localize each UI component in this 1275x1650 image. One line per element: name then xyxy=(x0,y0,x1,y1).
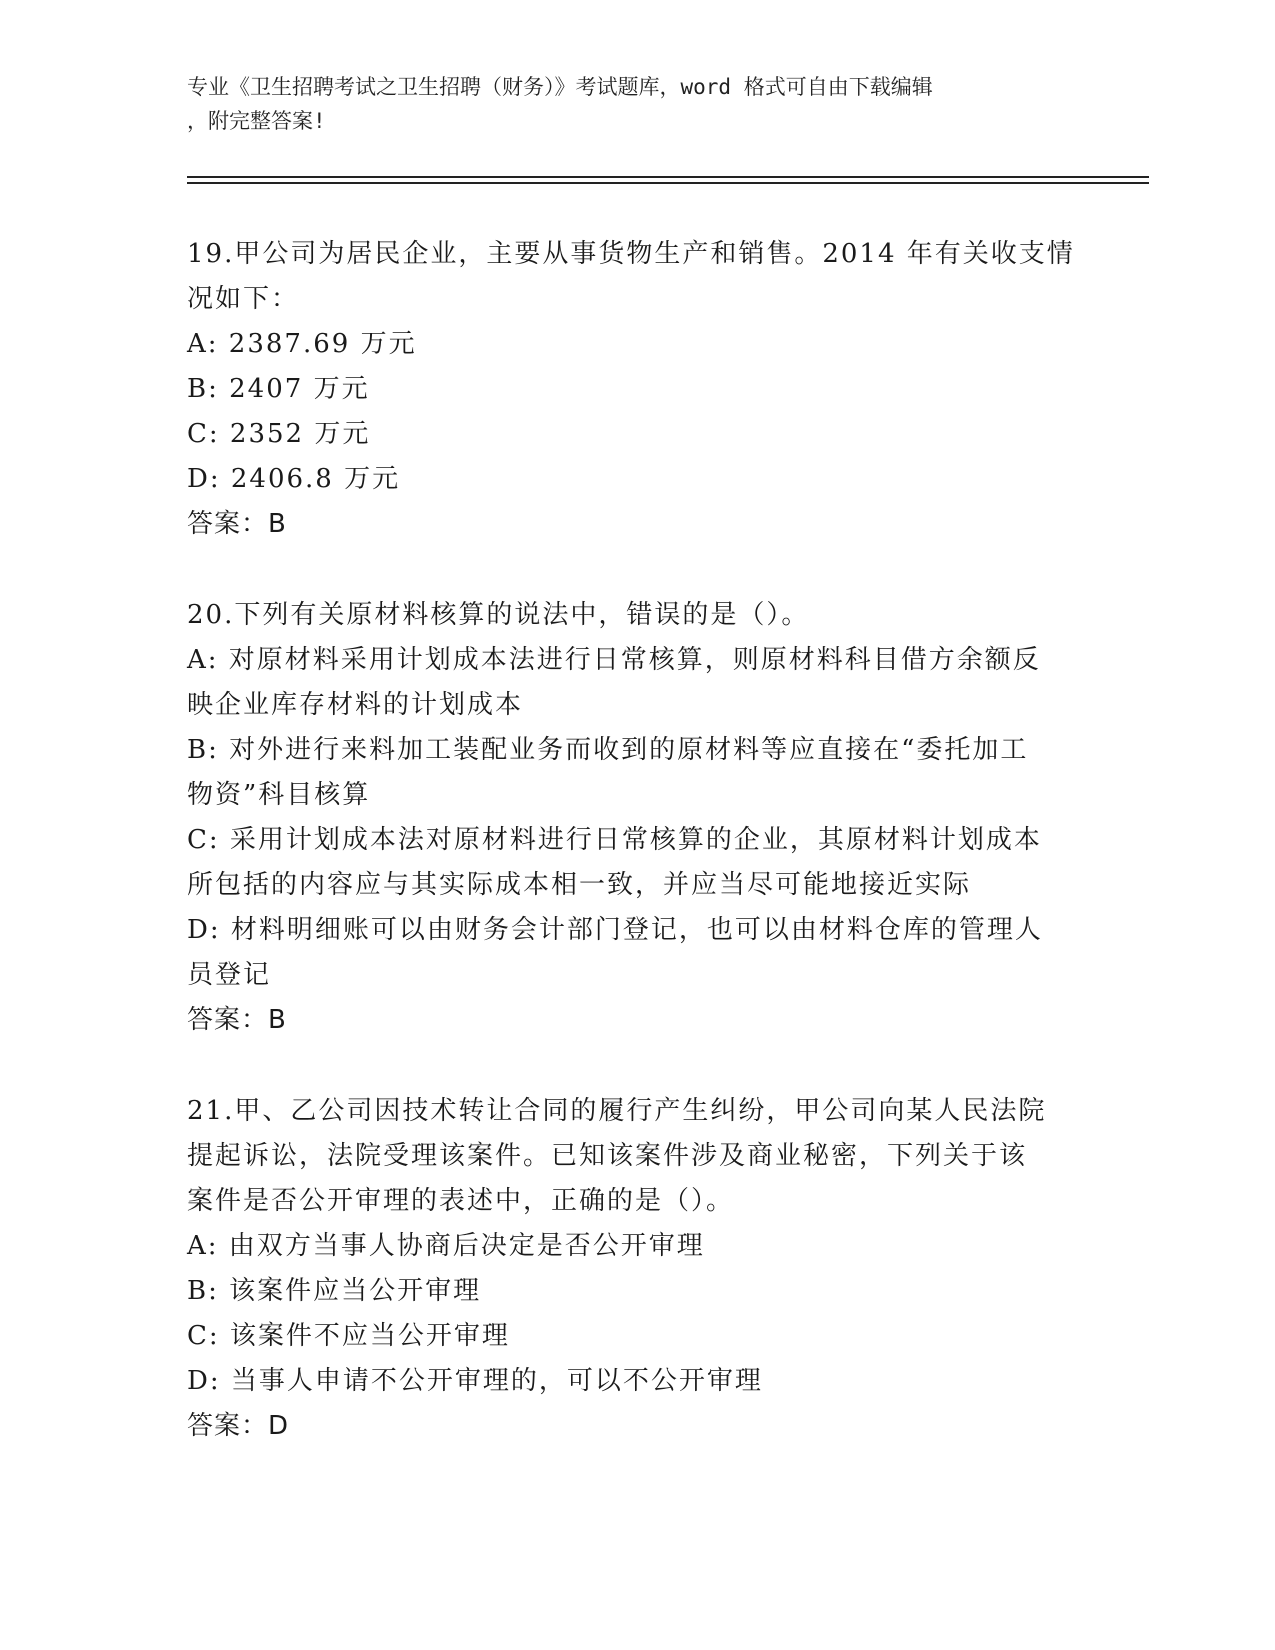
question-21 xyxy=(187,1089,1087,1449)
question-stem-line: 21.甲、乙公司因技术转让合同的履行产生纠纷，甲公司向某人民法院 xyxy=(187,1096,1047,1126)
header-divider-top xyxy=(187,176,1149,178)
option-d-continued: 员登记 xyxy=(187,960,272,990)
question-stem-line: 20.下列有关原材料核算的说法中，错误的是（）。 xyxy=(187,600,810,630)
header-line-2: ，附完整答案! xyxy=(187,109,326,133)
option-a: A: 由双方当事人协商后决定是否公开审理 xyxy=(187,1231,705,1261)
option-a: A: 对原材料采用计划成本法进行日常核算，则原材料科目借方余额反 xyxy=(187,645,1041,675)
option-b-continued: 物资”科目核算 xyxy=(187,780,371,810)
question-stem-line: 况如下： xyxy=(187,284,300,314)
option-c: C: 采用计划成本法对原材料进行日常核算的企业，其原材料计划成本 xyxy=(187,825,1042,855)
question-list xyxy=(187,232,1087,1495)
option-c-continued: 所包括的内容应与其实际成本相一致，并应当尽可能地接近实际 xyxy=(187,870,972,900)
option-c: C: 该案件不应当公开审理 xyxy=(187,1321,510,1351)
option-d: D: 2406.8 万元 xyxy=(187,464,401,494)
question-stem-line: 案件是否公开审理的表述中，正确的是（）。 xyxy=(187,1186,735,1216)
question-19 xyxy=(187,232,1087,547)
header-divider-bottom xyxy=(187,182,1149,184)
question-stem-line: 19.甲公司为居民企业，主要从事货物生产和销售。2014 年有关收支情 xyxy=(187,239,1075,269)
header-line-1: 专业《卫生招聘考试之卫生招聘（财务）》考试题库，word 格式可自由下载编辑 xyxy=(187,75,933,99)
option-a-continued: 映企业库存材料的计划成本 xyxy=(187,690,524,720)
answer-label: 答案：D xyxy=(187,1411,290,1441)
option-a: A: 2387.69 万元 xyxy=(187,329,417,359)
option-b: B: 对外进行来料加工装配业务而收到的原材料等应直接在“委托加工 xyxy=(187,735,1029,765)
option-d: D: 当事人申请不公开审理的，可以不公开审理 xyxy=(187,1366,763,1396)
option-b: B: 该案件应当公开审理 xyxy=(187,1276,482,1306)
document-header xyxy=(187,70,1087,138)
question-20 xyxy=(187,593,1087,1043)
option-c: C: 2352 万元 xyxy=(187,419,371,449)
option-d: D: 材料明细账可以由财务会计部门登记，也可以由材料仓库的管理人 xyxy=(187,915,1043,945)
option-b: B: 2407 万元 xyxy=(187,374,370,404)
question-stem-line: 提起诉讼，法院受理该案件。已知该案件涉及商业秘密，下列关于该 xyxy=(187,1141,1028,1171)
answer-label: 答案：B xyxy=(187,1005,287,1035)
answer-label: 答案：B xyxy=(187,509,287,539)
